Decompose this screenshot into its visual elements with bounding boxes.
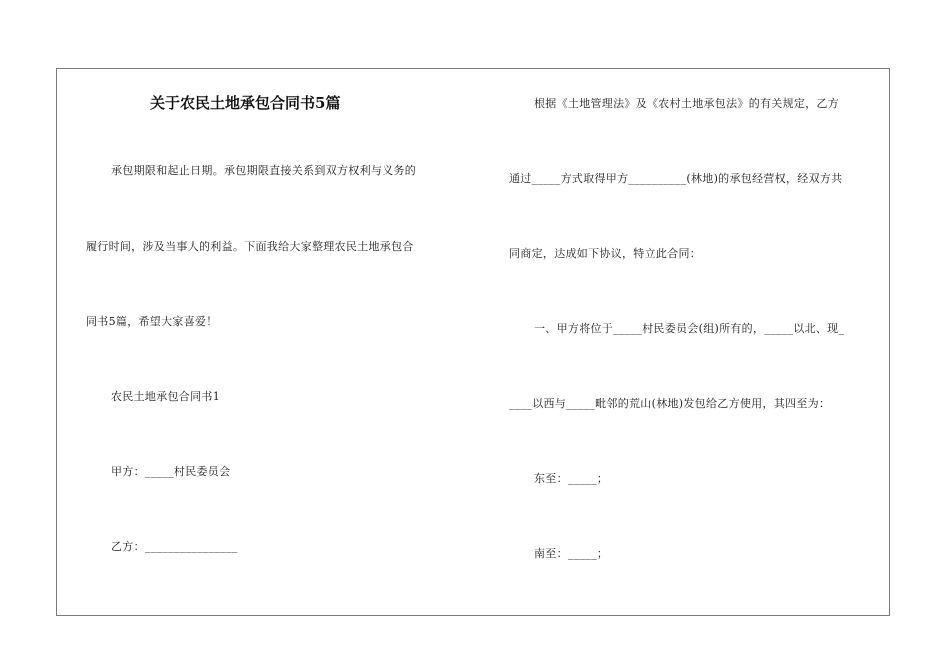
clause-one-line-1: 一、甲方将位于_____村民委员会(组)所有的，_____以北、现_ (534, 322, 845, 335)
east-boundary-line: 东至：_____； (534, 472, 609, 485)
document-title: 关于农民土地承包合同书5篇 (150, 94, 341, 112)
party-a-line: 甲方：_____村民委员会 (111, 465, 231, 478)
contract-heading: 农民土地承包合同书1 (111, 390, 220, 403)
left-paragraph-line-2: 履行时间，涉及当事人的利益。下面我给大家整理农民土地承包合 (86, 240, 414, 253)
left-paragraph-line-3: 同书5篇，希望大家喜爱！ (86, 315, 218, 328)
south-boundary-line: 南至：_____； (534, 547, 609, 560)
right-paragraph-line-3: 同商定，达成如下协议，特立此合同： (509, 247, 702, 260)
party-b-line: 乙方：________________ (111, 540, 238, 553)
right-paragraph-line-2: 通过_____方式取得甲方__________(林地)的承包经营权，经双方共 (509, 172, 843, 185)
left-paragraph-line-1: 承包期限和起止日期。承包期限直接关系到双方权利与义务的 (111, 164, 417, 177)
clause-one-line-2: ____以西与_____毗邻的荒山(林地)发包给乙方使用，其四至为： (509, 397, 831, 410)
document-page (56, 68, 890, 616)
right-paragraph-line-1: 根据《土地管理法》及《农村土地承包法》的有关规定，乙方 (534, 97, 840, 110)
